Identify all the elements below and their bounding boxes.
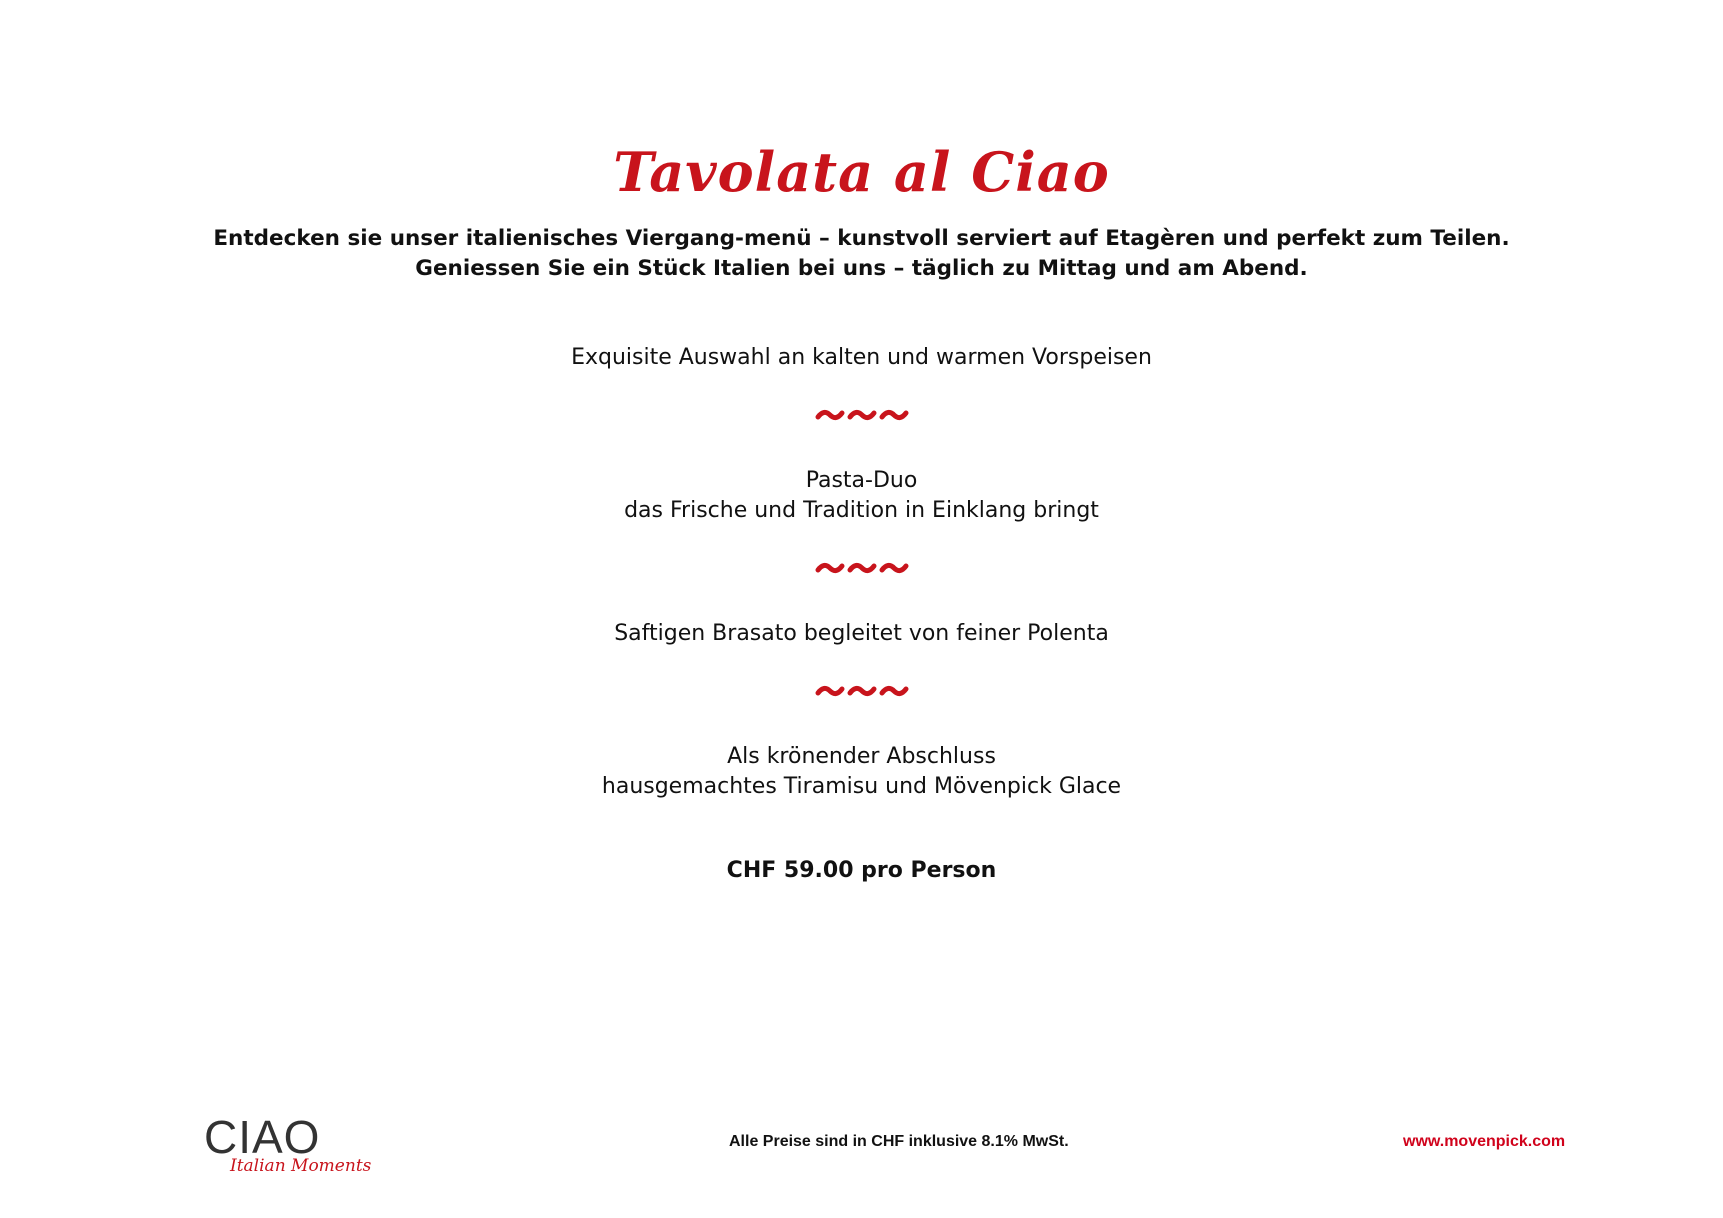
ciao-logo xyxy=(200,1112,378,1180)
course-1-line-1: Exquisite Auswahl an kalten und warmen Vorspeisen xyxy=(571,345,1152,370)
wave-divider-icon xyxy=(814,680,910,702)
menu-intro xyxy=(0,224,1723,284)
intro-line-2: Geniessen Sie ein Stück Italien bei uns – täglich zu Mittag und am Abend. xyxy=(415,256,1308,281)
course-4-line-1: Als krönender Abschluss xyxy=(727,744,996,769)
course-4 xyxy=(0,742,1723,802)
price-note: Alle Preise sind in CHF inklusive 8.1% MwSt. xyxy=(729,1133,1069,1150)
course-1 xyxy=(0,343,1723,373)
course-3 xyxy=(0,619,1723,649)
website-link[interactable]: www.movenpick.com xyxy=(1403,1133,1566,1150)
intro-line-1: Entdecken sie unser italienisches Viergang-menü – kunstvoll serviert auf Etagèren und perfekt zum Teilen. xyxy=(213,226,1510,251)
logo-tagline: Italian Moments xyxy=(230,1156,372,1176)
wave-divider-icon xyxy=(814,557,910,579)
course-2-line-2: das Frische und Tradition in Einklang bringt xyxy=(624,498,1099,523)
course-3-line-1: Saftigen Brasato begleitet von feiner Polenta xyxy=(614,621,1109,646)
course-2-line-1: Pasta-Duo xyxy=(805,468,918,493)
logo-wordmark: CIAO xyxy=(204,1111,321,1163)
menu-price: CHF 59.00 pro Person xyxy=(726,858,997,883)
course-2 xyxy=(0,466,1723,526)
course-4-line-2: hausgemachtes Tiramisu und Mövenpick Glace xyxy=(601,774,1122,799)
wave-divider-icon xyxy=(814,404,910,426)
menu-title: Tavolata al Ciao xyxy=(613,140,1110,204)
